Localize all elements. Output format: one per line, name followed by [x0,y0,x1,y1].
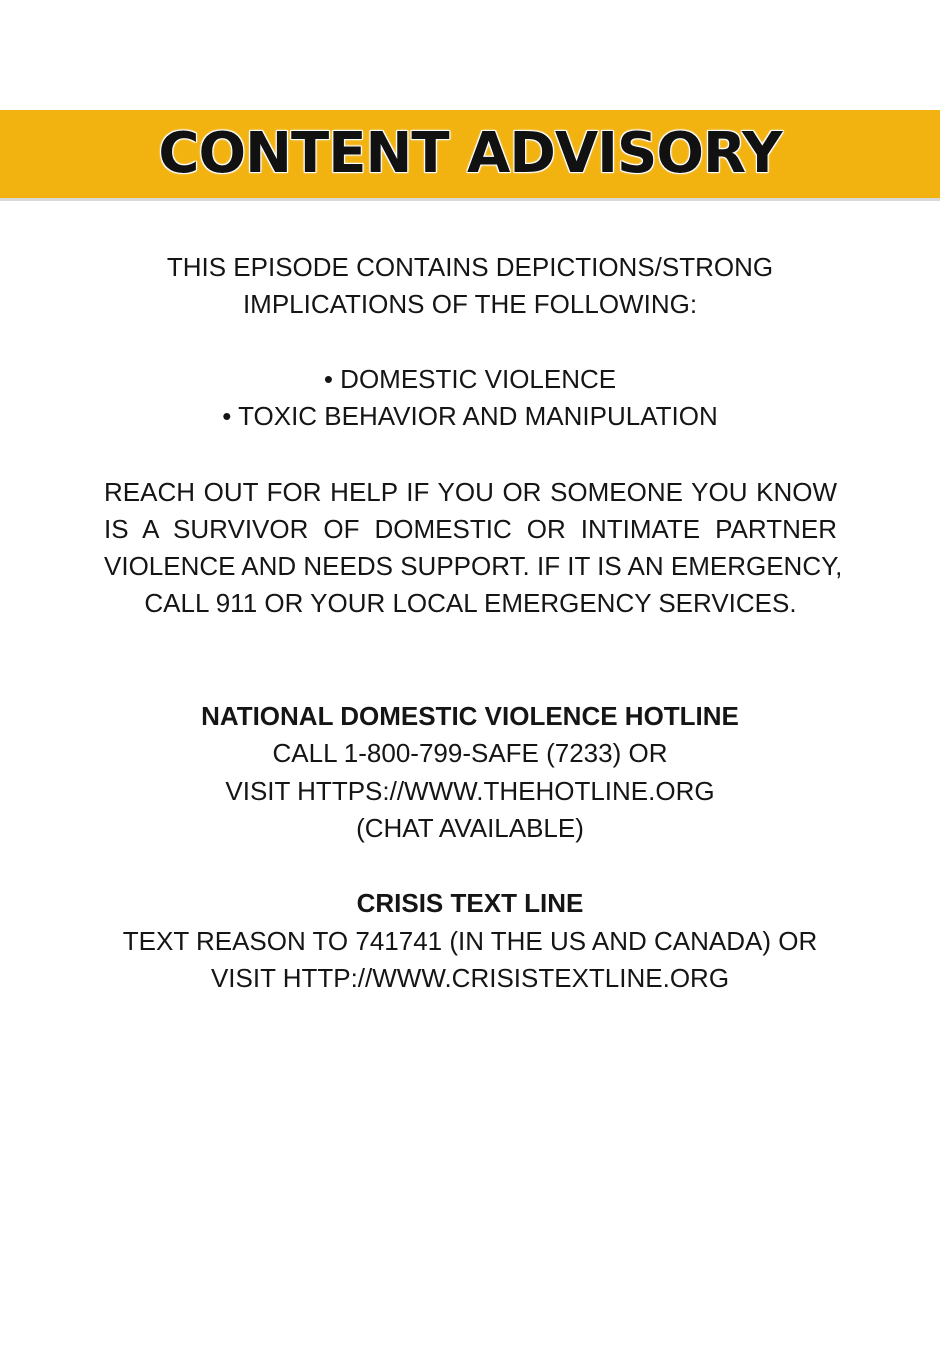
help-line: IS A SURVIVOR OF DOMESTIC OR INTIMATE PARTNER [104,514,837,544]
hotline-line: VISIT HTTPS://WWW.THEHOTLINE.ORG [225,776,715,806]
banner-title: CONTENT ADVISORY [158,121,782,186]
crisis-line: TEXT REASON TO 741741 (IN THE US AND CANADA) OR [122,926,818,956]
help-line: REACH OUT FOR HELP IF YOU OR SOMEONE YOU KNOW [104,477,837,507]
hotline-line: CALL 1-800-799-SAFE (7233) OR [272,738,668,768]
warning-item: • DOMESTIC VIOLENCE [323,364,617,394]
intro-line-2: IMPLICATIONS OF THE FOLLOWING: [242,289,698,319]
help-line: CALL 911 OR YOUR LOCAL EMERGENCY SERVICES. [144,588,797,618]
intro-line-1: THIS EPISODE CONTAINS DEPICTIONS/STRONG [166,252,774,282]
advisory-banner [0,110,940,201]
crisis-line: VISIT HTTP://WWW.CRISISTEXTLINE.ORG [210,963,730,993]
crisis-title: CRISIS TEXT LINE [356,888,584,918]
help-line: VIOLENCE AND NEEDS SUPPORT. IF IT IS AN EMERGENCY, [104,551,843,581]
hotline-title: NATIONAL DOMESTIC VIOLENCE HOTLINE [201,701,739,731]
hotline-line: (CHAT AVAILABLE) [356,813,584,843]
help-paragraph [104,474,843,622]
warning-item: • TOXIC BEHAVIOR AND MANIPULATION [222,401,718,431]
